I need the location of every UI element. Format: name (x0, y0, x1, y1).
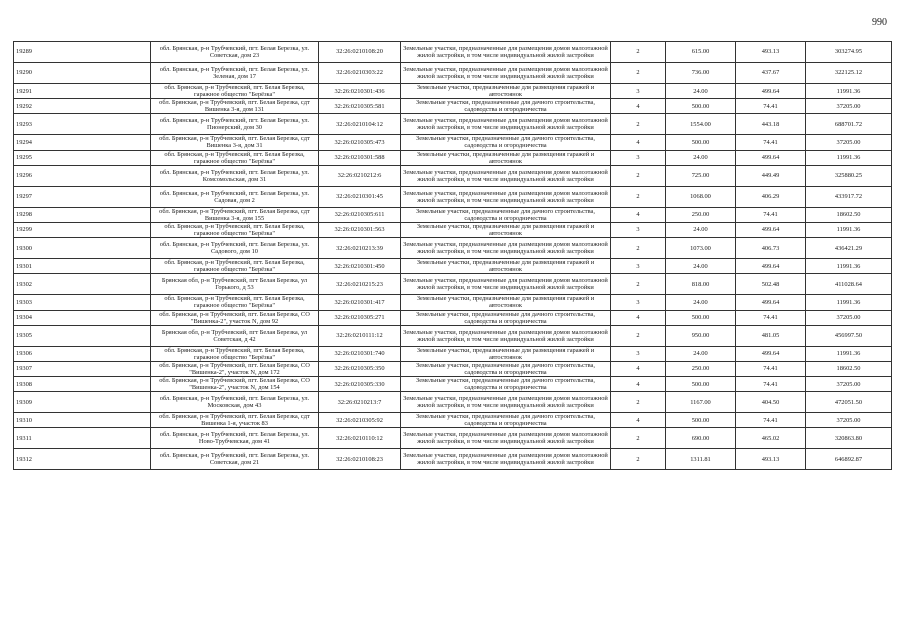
address-cell: обл. Брянская, р-н Трубчевский, пгт. Белая Березка, сдт Вишенка 1-я, участок 83 (151, 413, 319, 428)
cadastral-number-cell: 32:26:0210213:7 (319, 392, 401, 413)
cadastral-value-cell: 11991.36 (806, 150, 892, 165)
area-cell: 1311.81 (666, 449, 736, 470)
specific-value-cell: 74.41 (736, 99, 806, 114)
area-cell: 250.00 (666, 361, 736, 376)
address-cell: обл. Брянская, р-н Трубчевский, пгт. Белая Березка, ул. Советская, дом 23 (151, 42, 319, 63)
area-cell: 950.00 (666, 325, 736, 346)
row-number: 19297 (14, 186, 151, 207)
table-row (14, 99, 892, 114)
address-cell: Брянская обл, р-н Трубчевский, пгт Белая Березка, ул Советская, д 42 (151, 325, 319, 346)
specific-value-cell: 404.50 (736, 392, 806, 413)
address-cell: обл. Брянская, р-н Трубчевский, пгт. Белая Березка, гаражное общество "Берёзка" (151, 346, 319, 361)
row-number: 19293 (14, 114, 151, 135)
cadastral-number-cell: 32:26:0210301:588 (319, 150, 401, 165)
address-cell: обл. Брянская, р-н Трубчевский, пгт. Белая Березка, гаражное общество "Берёзка" (151, 295, 319, 310)
row-number: 19289 (14, 42, 151, 63)
address-cell: обл. Брянская, р-н Трубчевский, пгт. Белая Березка, ул. Советская, дом 21 (151, 449, 319, 470)
use-group-cell: 3 (611, 222, 666, 237)
cadastral-number-cell: 32:26:0210305:271 (319, 310, 401, 325)
use-group-cell: 4 (611, 413, 666, 428)
table-row (14, 150, 892, 165)
cadastral-value-cell: 11991.36 (806, 259, 892, 274)
cadastral-number-cell: 32:26:0210111:12 (319, 325, 401, 346)
land-use-cell: Земельные участки, предназначенные для дачного строительства, садоводства и огородничества (401, 135, 611, 150)
cadastral-number-cell: 32:26:0210301:450 (319, 259, 401, 274)
area-cell: 1068.00 (666, 186, 736, 207)
use-group-cell: 3 (611, 295, 666, 310)
cadastral-number-cell: 32:26:0210305:330 (319, 377, 401, 392)
address-cell: обл. Брянская, р-н Трубчевский, пгт. Белая Березка, гаражное общество "Берёзка" (151, 84, 319, 99)
table-row (14, 377, 892, 392)
cadastral-value-cell: 11991.36 (806, 295, 892, 310)
row-number: 19309 (14, 392, 151, 413)
cadastral-number-cell: 32:26:0210110:12 (319, 428, 401, 449)
area-cell: 725.00 (666, 165, 736, 186)
land-use-cell: Земельные участки, предназначенные для дачного строительства, садоводства и огородничества (401, 413, 611, 428)
specific-value-cell: 499.64 (736, 295, 806, 310)
table-row (14, 63, 892, 84)
cadastral-value-cell: 320863.80 (806, 428, 892, 449)
use-group-cell: 2 (611, 165, 666, 186)
cadastral-value-cell: 37205.00 (806, 413, 892, 428)
use-group-cell: 2 (611, 325, 666, 346)
cadastral-number-cell: 32:26:0210305:92 (319, 413, 401, 428)
cadastral-number-cell: 32:26:0210104:12 (319, 114, 401, 135)
cadastral-value-cell: 411028.64 (806, 274, 892, 295)
cadastral-value-cell: 11991.36 (806, 346, 892, 361)
page-number: 990 (872, 17, 887, 28)
area-cell: 1073.00 (666, 238, 736, 259)
row-number: 19312 (14, 449, 151, 470)
address-cell: обл. Брянская, р-н Трубчевский, пгт. Белая Березка, ул. Комсомольская, дом 31 (151, 165, 319, 186)
cadastral-value-cell: 11991.36 (806, 84, 892, 99)
table-row (14, 428, 892, 449)
cadastral-number-cell: 32:26:0210301:563 (319, 222, 401, 237)
row-number: 19301 (14, 259, 151, 274)
cadastral-number-cell: 32:26:0210215:23 (319, 274, 401, 295)
specific-value-cell: 493.13 (736, 42, 806, 63)
area-cell: 500.00 (666, 135, 736, 150)
land-use-cell: Земельные участки, предназначенные для размещения гаражей и автостоянок (401, 150, 611, 165)
land-use-cell: Земельные участки, предназначенные для размещения домов малоэтажной жилой застройки, в том числе индивидуальной жилой застройки (401, 428, 611, 449)
specific-value-cell: 443.18 (736, 114, 806, 135)
cadastral-value-cell: 37205.00 (806, 377, 892, 392)
use-group-cell: 4 (611, 361, 666, 376)
land-use-cell: Земельные участки, предназначенные для размещения домов малоэтажной жилой застройки, в том числе индивидуальной жилой застройки (401, 114, 611, 135)
cadastral-number-cell: 32:26:0210213:39 (319, 238, 401, 259)
cadastral-number-cell: 32:26:0210301:45 (319, 186, 401, 207)
area-cell: 24.00 (666, 84, 736, 99)
land-use-cell: Земельные участки, предназначенные для размещения домов малоэтажной жилой застройки, в том числе индивидуальной жилой застройки (401, 392, 611, 413)
cadastral-value-cell: 433917.72 (806, 186, 892, 207)
cadastral-value-cell: 303274.95 (806, 42, 892, 63)
table-row (14, 207, 892, 222)
address-cell: обл. Брянская, р-н Трубчевский, пгт. Белая Березка, СО "Вишенка-2", участок N, дом 92 (151, 310, 319, 325)
land-use-cell: Земельные участки, предназначенные для дачного строительства, садоводства и огородничества (401, 377, 611, 392)
row-number: 19306 (14, 346, 151, 361)
table-row (14, 84, 892, 99)
area-cell: 24.00 (666, 295, 736, 310)
land-use-cell: Земельные участки, предназначенные для размещения гаражей и автостоянок (401, 84, 611, 99)
table-row (14, 413, 892, 428)
address-cell: обл. Брянская, р-н Трубчевский, пгт. Белая Березка, сдт Вишенка 3-я, дом 131 (151, 99, 319, 114)
cadastral-value-cell: 436421.29 (806, 238, 892, 259)
cadastral-value-cell: 325880.25 (806, 165, 892, 186)
cadastral-value-cell: 472051.50 (806, 392, 892, 413)
area-cell: 24.00 (666, 150, 736, 165)
cadastral-value-cell: 18602.50 (806, 361, 892, 376)
specific-value-cell: 74.41 (736, 377, 806, 392)
address-cell: обл. Брянская, р-н Трубчевский, пгт. Белая Березка, гаражное общество "Берёзка" (151, 150, 319, 165)
specific-value-cell: 74.41 (736, 413, 806, 428)
table-row (14, 42, 892, 63)
table-row (14, 449, 892, 470)
cadastral-value-cell: 18602.50 (806, 207, 892, 222)
table-row (14, 295, 892, 310)
use-group-cell: 2 (611, 114, 666, 135)
specific-value-cell: 499.64 (736, 259, 806, 274)
land-use-cell: Земельные участки, предназначенные для размещения домов малоэтажной жилой застройки, в том числе индивидуальной жилой застройки (401, 186, 611, 207)
area-cell: 24.00 (666, 222, 736, 237)
address-cell: обл. Брянская, р-н Трубчевский, пгт. Белая Березка, ул. Ново-Трубчевская, дом 41 (151, 428, 319, 449)
land-use-cell: Земельные участки, предназначенные для размещения гаражей и автостоянок (401, 295, 611, 310)
address-cell: обл. Брянская, р-н Трубчевский, пгт. Белая Березка, ул. Садовая, дом 2 (151, 186, 319, 207)
land-use-cell: Земельные участки, предназначенные для дачного строительства, садоводства и огородничества (401, 310, 611, 325)
cadastral-value-cell: 322125.12 (806, 63, 892, 84)
specific-value-cell: 74.41 (736, 135, 806, 150)
row-number: 19290 (14, 63, 151, 84)
area-cell: 500.00 (666, 99, 736, 114)
cadastral-value-cell: 646892.87 (806, 449, 892, 470)
cadastral-number-cell: 32:26:0210305:611 (319, 207, 401, 222)
area-cell: 24.00 (666, 259, 736, 274)
cadastral-value-cell: 37205.00 (806, 99, 892, 114)
address-cell: обл. Брянская, р-н Трубчевский, пгт. Белая Березка, сдт Вишенка 3-я, дом 31 (151, 135, 319, 150)
use-group-cell: 3 (611, 259, 666, 274)
specific-value-cell: 465.02 (736, 428, 806, 449)
address-cell: обл. Брянская, р-н Трубчевский, пгт. Белая Березка, СО "Вишенка-2", участок N, дом 172 (151, 361, 319, 376)
specific-value-cell: 499.64 (736, 222, 806, 237)
row-number: 19300 (14, 238, 151, 259)
row-number: 19311 (14, 428, 151, 449)
row-number: 19295 (14, 150, 151, 165)
use-group-cell: 4 (611, 207, 666, 222)
address-cell: обл. Брянская, р-н Трубчевский, пгт. Белая Березка, гаражное общество "Берёзка" (151, 259, 319, 274)
specific-value-cell: 499.64 (736, 346, 806, 361)
area-cell: 500.00 (666, 377, 736, 392)
address-cell: Брянская обл, р-н Трубчевский, пгт Белая Березка, ул Горького, д 53 (151, 274, 319, 295)
table-row (14, 165, 892, 186)
cadastral-number-cell: 32:26:0210301:436 (319, 84, 401, 99)
cadastral-value-cell: 688701.72 (806, 114, 892, 135)
land-use-cell: Земельные участки, предназначенные для дачного строительства, садоводства и огородничества (401, 361, 611, 376)
specific-value-cell: 74.41 (736, 207, 806, 222)
address-cell: обл. Брянская, р-н Трубчевский, пгт. Белая Березка, ул. Пионерский, дом 30 (151, 114, 319, 135)
use-group-cell: 4 (611, 135, 666, 150)
use-group-cell: 3 (611, 150, 666, 165)
table-row (14, 310, 892, 325)
address-cell: обл. Брянская, р-н Трубчевский, пгт. Белая Березка, СО "Вишенка-2", участок N, дом 154 (151, 377, 319, 392)
land-use-cell: Земельные участки, предназначенные для размещения гаражей и автостоянок (401, 222, 611, 237)
table-row (14, 259, 892, 274)
area-cell: 500.00 (666, 310, 736, 325)
cadastral-number-cell: 32:26:0210301:417 (319, 295, 401, 310)
specific-value-cell: 74.41 (736, 310, 806, 325)
cadastral-value-cell: 37205.00 (806, 135, 892, 150)
use-group-cell: 2 (611, 63, 666, 84)
use-group-cell: 2 (611, 428, 666, 449)
use-group-cell: 4 (611, 99, 666, 114)
land-use-cell: Земельные участки, предназначенные для размещения домов малоэтажной жилой застройки, в том числе индивидуальной жилой застройки (401, 274, 611, 295)
land-use-cell: Земельные участки, предназначенные для размещения домов малоэтажной жилой застройки, в том числе индивидуальной жилой застройки (401, 449, 611, 470)
row-number: 19292 (14, 99, 151, 114)
area-cell: 250.00 (666, 207, 736, 222)
area-cell: 818.00 (666, 274, 736, 295)
use-group-cell: 2 (611, 392, 666, 413)
table-row (14, 361, 892, 376)
land-use-cell: Земельные участки, предназначенные для размещения гаражей и автостоянок (401, 346, 611, 361)
area-cell: 615.00 (666, 42, 736, 63)
land-use-cell: Земельные участки, предназначенные для дачного строительства, садоводства и огородничества (401, 99, 611, 114)
row-number: 19307 (14, 361, 151, 376)
use-group-cell: 2 (611, 449, 666, 470)
row-number: 19294 (14, 135, 151, 150)
specific-value-cell: 499.64 (736, 84, 806, 99)
specific-value-cell: 437.67 (736, 63, 806, 84)
table-row (14, 346, 892, 361)
table-row (14, 135, 892, 150)
table-row (14, 392, 892, 413)
area-cell: 736.00 (666, 63, 736, 84)
cadastral-number-cell: 32:26:0210212:6 (319, 165, 401, 186)
specific-value-cell: 406.29 (736, 186, 806, 207)
specific-value-cell: 493.13 (736, 449, 806, 470)
address-cell: обл. Брянская, р-н Трубчевский, пгт. Белая Березка, ул. Зеленая, дом 17 (151, 63, 319, 84)
cadastral-value-cell: 456997.50 (806, 325, 892, 346)
cadastral-number-cell: 32:26:0210303:22 (319, 63, 401, 84)
land-use-cell: Земельные участки, предназначенные для размещения домов малоэтажной жилой застройки, в том числе индивидуальной жилой застройки (401, 165, 611, 186)
use-group-cell: 2 (611, 186, 666, 207)
cadastral-number-cell: 32:26:0210305:350 (319, 361, 401, 376)
row-number: 19310 (14, 413, 151, 428)
cadastral-number-cell: 32:26:0210301:740 (319, 346, 401, 361)
use-group-cell: 2 (611, 238, 666, 259)
cadastral-number-cell: 32:26:0210305:581 (319, 99, 401, 114)
use-group-cell: 3 (611, 84, 666, 99)
area-cell: 690.00 (666, 428, 736, 449)
address-cell: обл. Брянская, р-н Трубчевский, пгт. Белая Березка, ул. Московская, дом 43 (151, 392, 319, 413)
land-use-cell: Земельные участки, предназначенные для размещения домов малоэтажной жилой застройки, в том числе индивидуальной жилой застройки (401, 42, 611, 63)
table-row (14, 114, 892, 135)
row-number: 19305 (14, 325, 151, 346)
address-cell: обл. Брянская, р-н Трубчевский, пгт. Белая Березка, ул. Садового, дом 10 (151, 238, 319, 259)
row-number: 19299 (14, 222, 151, 237)
area-cell: 1554.00 (666, 114, 736, 135)
table-row (14, 222, 892, 237)
specific-value-cell: 449.49 (736, 165, 806, 186)
specific-value-cell: 406.73 (736, 238, 806, 259)
row-number: 19304 (14, 310, 151, 325)
address-cell: обл. Брянская, р-н Трубчевский, пгт. Белая Березка, сдт Вишенка 3-я, дом 155 (151, 207, 319, 222)
use-group-cell: 3 (611, 346, 666, 361)
area-cell: 1167.00 (666, 392, 736, 413)
row-number: 19291 (14, 84, 151, 99)
land-use-cell: Земельные участки, предназначенные для размещения домов малоэтажной жилой застройки, в том числе индивидуальной жилой застройки (401, 238, 611, 259)
row-number: 19296 (14, 165, 151, 186)
table-row (14, 274, 892, 295)
land-use-cell: Земельные участки, предназначенные для размещения домов малоэтажной жилой застройки, в том числе индивидуальной жилой застройки (401, 325, 611, 346)
cadastral-number-cell: 32:26:0210108:20 (319, 42, 401, 63)
table-row (14, 186, 892, 207)
use-group-cell: 2 (611, 42, 666, 63)
use-group-cell: 2 (611, 274, 666, 295)
cadastral-value-cell: 37205.00 (806, 310, 892, 325)
land-use-cell: Земельные участки, предназначенные для размещения домов малоэтажной жилой застройки, в том числе индивидуальной жилой застройки (401, 63, 611, 84)
cadastral-number-cell: 32:26:0210108:23 (319, 449, 401, 470)
cadastral-value-cell: 11991.36 (806, 222, 892, 237)
row-number: 19308 (14, 377, 151, 392)
land-use-cell: Земельные участки, предназначенные для размещения гаражей и автостоянок (401, 259, 611, 274)
specific-value-cell: 502.48 (736, 274, 806, 295)
use-group-cell: 4 (611, 377, 666, 392)
cadastral-value-table (13, 41, 892, 470)
cadastral-number-cell: 32:26:0210305:473 (319, 135, 401, 150)
use-group-cell: 4 (611, 310, 666, 325)
address-cell: обл. Брянская, р-н Трубчевский, пгт. Белая Березка, гаражное общество "Берёзка" (151, 222, 319, 237)
table-row (14, 325, 892, 346)
row-number: 19302 (14, 274, 151, 295)
specific-value-cell: 499.64 (736, 150, 806, 165)
specific-value-cell: 74.41 (736, 361, 806, 376)
area-cell: 24.00 (666, 346, 736, 361)
area-cell: 500.00 (666, 413, 736, 428)
row-number: 19303 (14, 295, 151, 310)
table-row (14, 238, 892, 259)
row-number: 19298 (14, 207, 151, 222)
specific-value-cell: 481.05 (736, 325, 806, 346)
land-use-cell: Земельные участки, предназначенные для дачного строительства, садоводства и огородничества (401, 207, 611, 222)
